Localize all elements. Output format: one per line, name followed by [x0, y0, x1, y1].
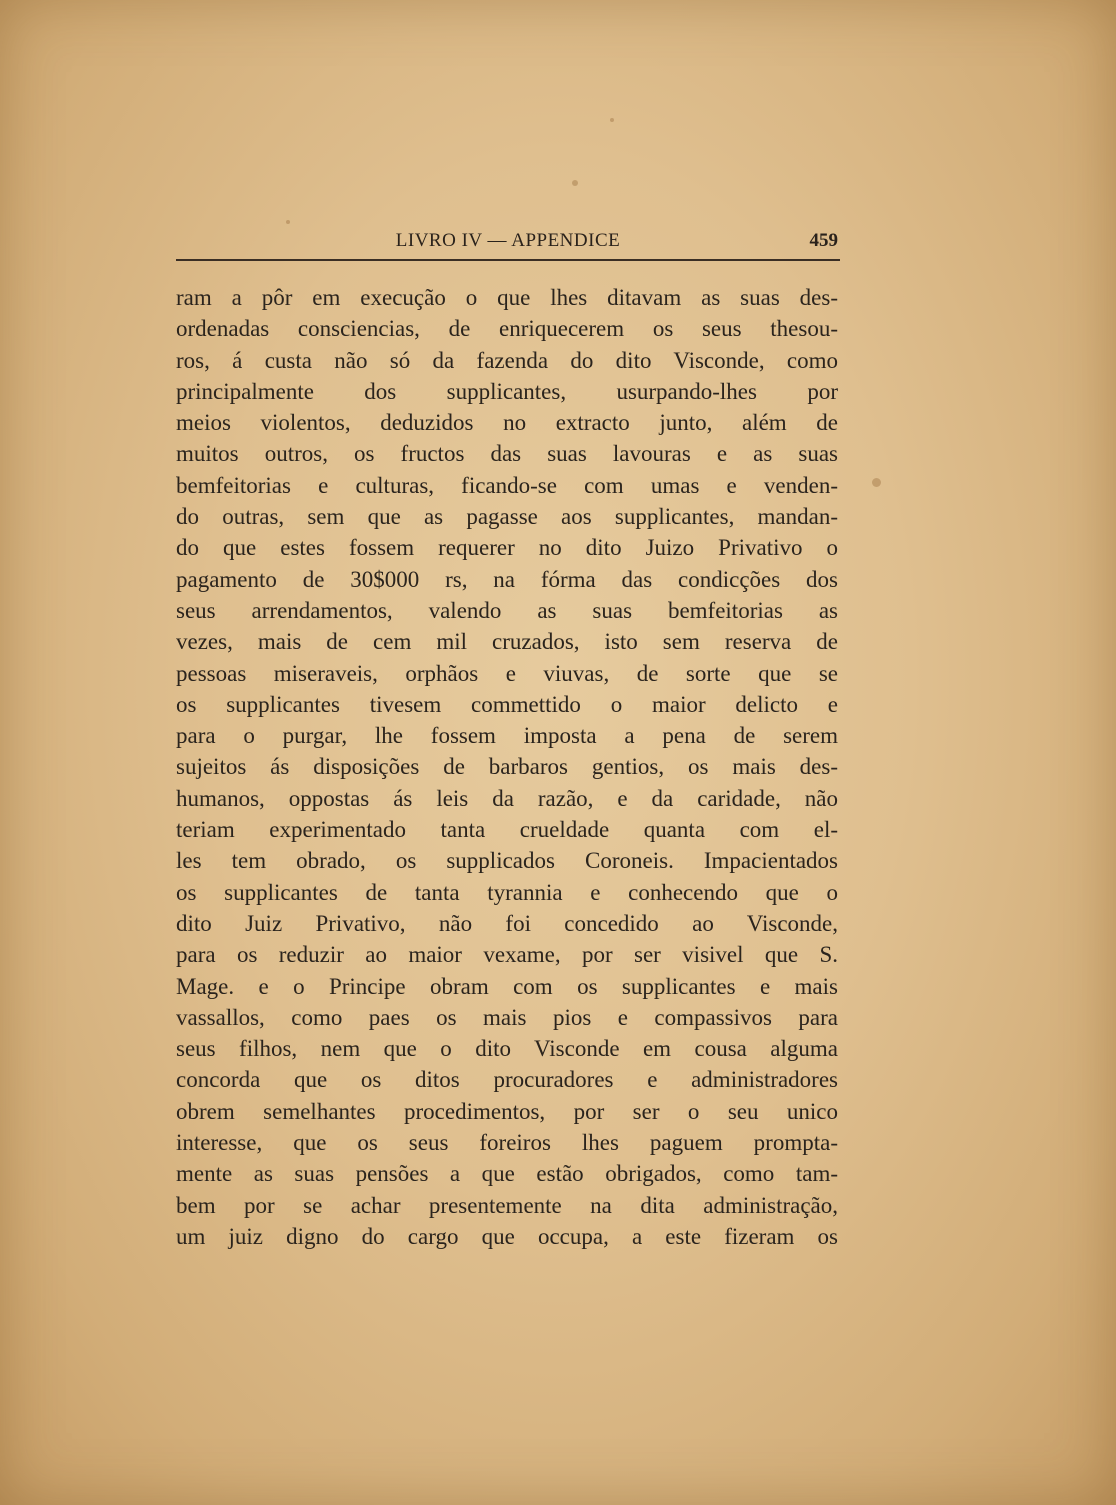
text-line: mente as suas pensões a que estão obrigados, como tam-	[176, 1161, 838, 1187]
text-line: pagamento de 30$000 rs, na fórma das condicções dos	[176, 566, 838, 592]
text-line: obrem semelhantes procedimentos, por ser o seu unico	[176, 1098, 838, 1124]
text-line: ros, á custa não só da fazenda do dito Visconde, como	[176, 347, 838, 373]
text-line: ram a pôr em execução o que lhes ditavam as suas des-	[176, 285, 838, 310]
text-line: bemfeitorias e culturas, ficando-se com umas e venden-	[176, 472, 838, 498]
text-line: meios violentos, deduzidos no extracto junto, além de	[176, 410, 838, 436]
text-line: para o purgar, lhe fossem imposta a pena de serem	[176, 723, 838, 749]
text-line: teriam experimentado tanta crueldade quanta com el-	[176, 817, 838, 843]
text-line: seus filhos, nem que o dito Visconde em cousa alguma	[176, 1036, 838, 1062]
text-line: seus arrendamentos, valendo as suas bemfeitorias as	[176, 597, 838, 623]
paper-spot	[572, 180, 578, 186]
text-line: concorda que os ditos procuradores e administradores	[176, 1067, 838, 1093]
text-line: vassallos, como paes os mais pios e compassivos para	[176, 1004, 838, 1030]
text-line: um juiz digno do cargo que occupa, a este fizeram os	[176, 1223, 838, 1249]
running-title: LIVRO IV — APPENDICE	[395, 230, 621, 251]
text-line: do que estes fossem requerer no dito Juizo Privativo o	[176, 535, 838, 561]
text-line: sujeitos ás disposições de barbaros gentios, os mais des-	[176, 754, 838, 780]
paper-spot	[872, 478, 881, 487]
text-line: muitos outros, os fructos das suas lavouras e as suas	[176, 441, 838, 467]
text-line: Mage. e o Principe obram com os supplicantes e mais	[176, 973, 838, 999]
paper-spot	[610, 118, 614, 122]
text-line: para os reduzir ao maior vexame, por ser visivel que S.	[176, 942, 838, 968]
page-number: 459	[809, 230, 838, 251]
text-line: os supplicantes de tanta tyrannia e conhecendo que o	[176, 879, 838, 905]
text-line: interesse, que os seus foreiros lhes paguem prompta-	[176, 1130, 838, 1156]
paper-spot	[286, 220, 290, 224]
text-line: os supplicantes tivesem commettido o maior delicto e	[176, 691, 838, 717]
text-line: vezes, mais de cem mil cruzados, isto sem reserva de	[176, 629, 838, 655]
text-line: bem por se achar presentemente na dita administração,	[176, 1192, 838, 1218]
text-line: les tem obrado, os supplicados Coroneis. Impacientados	[176, 848, 838, 874]
running-header	[176, 228, 840, 258]
body-text	[176, 282, 838, 1252]
text-line: pessoas miseraveis, orphãos e viuvas, de sorte que se	[176, 660, 838, 686]
text-line: principalmente dos supplicantes, usurpando-lhes por	[176, 378, 838, 404]
text-line: humanos, oppostas ás leis da razão, e da caridade, não	[176, 785, 838, 811]
text-line: dito Juiz Privativo, não foi concedido ao Visconde,	[176, 910, 838, 936]
text-line: do outras, sem que as pagasse aos supplicantes, mandan-	[176, 504, 838, 530]
text-line: ordenadas consciencias, de enriquecerem os seus thesou-	[176, 316, 838, 342]
header-rule	[176, 259, 840, 261]
